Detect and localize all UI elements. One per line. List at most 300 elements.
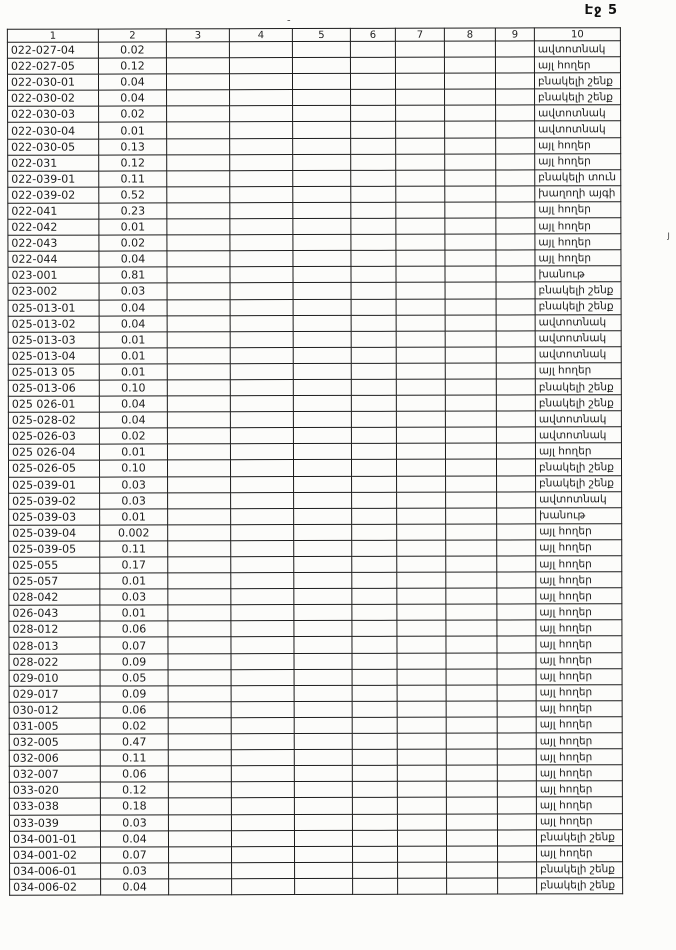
empty-cell <box>351 186 396 202</box>
empty-cell <box>232 846 295 862</box>
empty-cell <box>396 460 445 476</box>
empty-cell <box>496 186 535 202</box>
empty-cell <box>231 476 294 492</box>
table-row <box>8 395 621 413</box>
empty-cell <box>293 170 351 186</box>
empty-cell <box>230 380 293 396</box>
area-cell: 0.07 <box>100 637 168 653</box>
parcel-code-cell: 025-013-02 <box>8 316 99 332</box>
area-cell: 0.23 <box>99 203 167 219</box>
empty-cell <box>497 524 536 540</box>
empty-cell <box>230 138 293 154</box>
empty-cell <box>352 508 397 524</box>
table-row <box>9 684 622 702</box>
parcel-code-cell: 025-039-02 <box>9 493 100 509</box>
empty-cell <box>167 219 230 235</box>
empty-cell <box>293 428 351 444</box>
empty-cell <box>396 218 445 234</box>
parcel-code-cell: 022-030-05 <box>8 139 99 155</box>
empty-cell <box>352 798 397 814</box>
empty-cell <box>293 395 351 411</box>
area-cell: 0.09 <box>100 686 168 702</box>
empty-cell <box>168 492 231 508</box>
empty-cell <box>294 733 352 749</box>
empty-cell <box>293 331 351 347</box>
area-cell: 0.01 <box>99 219 167 235</box>
empty-cell <box>395 41 444 57</box>
land-use-cell: բնակելի շենք <box>536 475 622 491</box>
empty-cell <box>168 508 231 524</box>
table-row <box>10 878 623 896</box>
area-cell: 0.12 <box>100 782 168 798</box>
empty-cell <box>396 138 445 154</box>
table-row <box>8 218 621 236</box>
empty-cell <box>294 556 352 572</box>
empty-cell <box>352 524 397 540</box>
parcel-code-cell: 025-013 05 <box>8 364 99 380</box>
parcel-code-cell: 022-027-05 <box>7 58 98 74</box>
empty-cell <box>293 122 351 138</box>
empty-cell <box>397 701 446 717</box>
empty-cell <box>396 331 445 347</box>
area-cell: 0.06 <box>100 621 168 637</box>
parcel-code-cell: 033-020 <box>9 782 100 798</box>
empty-cell <box>497 813 536 829</box>
empty-cell <box>351 347 396 363</box>
empty-cell <box>230 299 293 315</box>
empty-cell <box>351 460 396 476</box>
table-row <box>9 765 622 783</box>
empty-cell <box>446 685 497 701</box>
parcel-code-cell: 025-039-01 <box>9 477 100 493</box>
area-cell: 0.03 <box>101 863 169 879</box>
land-use-cell: բնակելի շենք <box>537 878 623 894</box>
empty-cell <box>496 298 535 314</box>
empty-cell <box>231 830 294 846</box>
empty-cell <box>397 588 446 604</box>
parcel-code-cell: 026-043 <box>9 605 100 621</box>
empty-cell <box>446 701 497 717</box>
land-use-cell: այլ հողեր <box>536 701 622 717</box>
empty-cell <box>293 315 351 331</box>
empty-cell <box>353 878 398 894</box>
parcel-code-cell: 033-038 <box>9 798 100 814</box>
empty-cell <box>350 57 395 73</box>
empty-cell <box>230 154 293 170</box>
land-use-cell: խաղողի այգի <box>535 186 621 202</box>
empty-cell <box>397 798 446 814</box>
table-row <box>8 234 621 252</box>
empty-cell <box>497 540 536 556</box>
empty-cell <box>293 347 351 363</box>
empty-cell <box>397 830 446 846</box>
empty-cell <box>294 798 352 814</box>
empty-cell <box>497 508 536 524</box>
parcel-code-cell: 025 026-04 <box>8 444 99 460</box>
empty-cell <box>351 283 396 299</box>
empty-cell <box>168 798 231 814</box>
empty-cell <box>231 524 294 540</box>
empty-cell <box>230 122 293 138</box>
empty-cell <box>496 427 535 443</box>
empty-cell <box>445 218 496 234</box>
empty-cell <box>397 749 446 765</box>
parcel-code-cell: 025-013-01 <box>8 300 99 316</box>
land-use-cell: այլ հողեր <box>535 234 621 250</box>
empty-cell <box>445 105 496 121</box>
empty-cell <box>351 379 396 395</box>
table-row <box>9 829 622 847</box>
empty-cell <box>352 476 397 492</box>
parcel-code-cell: 029-010 <box>9 670 100 686</box>
column-header-6: 6 <box>350 28 395 41</box>
parcel-code-cell: 033-039 <box>9 815 100 831</box>
area-cell: 0.03 <box>100 589 168 605</box>
empty-cell <box>352 588 397 604</box>
empty-cell <box>294 605 352 621</box>
empty-cell <box>497 733 536 749</box>
table-row <box>8 202 621 220</box>
empty-cell <box>167 187 230 203</box>
land-use-cell: այլ հողեր <box>537 845 623 861</box>
parcel-code-cell: 025-039-04 <box>9 525 100 541</box>
empty-cell <box>396 395 445 411</box>
land-use-cell: բնակելի շենք <box>535 459 621 475</box>
empty-cell <box>444 73 495 89</box>
empty-cell <box>167 106 230 122</box>
column-header-7: 7 <box>395 28 444 41</box>
area-cell: 0.11 <box>100 541 168 557</box>
empty-cell <box>445 89 496 105</box>
land-use-cell: բնակելի շենք <box>535 282 621 298</box>
empty-cell <box>294 782 352 798</box>
land-use-cell: այլ հողեր <box>536 604 622 620</box>
parcel-code-cell: 028-012 <box>9 621 100 637</box>
empty-cell <box>293 90 351 106</box>
empty-cell <box>294 589 352 605</box>
land-use-cell: բնակելի շենք <box>537 861 623 877</box>
parcel-code-cell: 032-007 <box>9 766 100 782</box>
empty-cell <box>396 250 445 266</box>
empty-cell <box>168 766 231 782</box>
empty-cell <box>447 878 498 894</box>
empty-cell <box>496 105 535 121</box>
stray-scan-mark-right: յ <box>667 230 670 241</box>
land-use-cell: բնակելի շենք <box>535 298 621 314</box>
empty-cell <box>496 250 535 266</box>
area-cell: 0.17 <box>100 557 168 573</box>
table-row <box>9 813 622 831</box>
empty-cell <box>167 348 230 364</box>
empty-cell <box>445 299 496 315</box>
empty-cell <box>167 154 230 170</box>
column-header-1: 1 <box>7 29 98 42</box>
empty-cell <box>446 508 497 524</box>
empty-cell <box>166 74 229 90</box>
area-cell: 0.10 <box>99 380 167 396</box>
empty-cell <box>497 588 536 604</box>
empty-cell <box>168 814 231 830</box>
parcel-code-cell: 022-039-01 <box>8 171 99 187</box>
parcel-code-cell: 025 026-01 <box>8 396 99 412</box>
land-use-cell: այլ հողեր <box>535 250 621 266</box>
empty-cell <box>167 122 230 138</box>
area-cell: 0.81 <box>99 267 167 283</box>
empty-cell <box>294 621 352 637</box>
table-row <box>9 797 622 815</box>
empty-cell <box>446 524 497 540</box>
empty-cell <box>293 460 351 476</box>
land-use-cell: այլ հողեր <box>536 797 622 813</box>
land-use-cell: այլ հողեր <box>536 588 622 604</box>
empty-cell <box>231 750 294 766</box>
empty-cell <box>496 121 535 137</box>
parcel-code-cell: 030-012 <box>9 702 100 718</box>
land-use-cell: այլ հողեր <box>536 556 622 572</box>
empty-cell <box>352 540 397 556</box>
empty-cell <box>351 218 396 234</box>
parcel-code-cell: 022-027-04 <box>7 42 98 58</box>
empty-cell <box>293 299 351 315</box>
empty-cell <box>168 782 231 798</box>
table-row <box>8 346 621 364</box>
parcel-code-cell: 025-026-05 <box>8 461 99 477</box>
table-row <box>8 427 621 445</box>
empty-cell <box>168 718 231 734</box>
parcel-code-cell: 028-042 <box>9 589 100 605</box>
empty-cell <box>167 203 230 219</box>
parcel-code-cell: 025-013-04 <box>8 348 99 364</box>
empty-cell <box>294 830 352 846</box>
empty-cell <box>497 636 536 652</box>
empty-cell <box>294 669 352 685</box>
empty-cell <box>231 734 294 750</box>
empty-cell <box>351 315 396 331</box>
empty-cell <box>396 411 445 427</box>
empty-cell <box>446 588 497 604</box>
empty-cell <box>352 605 397 621</box>
table-row <box>9 781 622 799</box>
empty-cell <box>447 862 498 878</box>
land-use-cell: ավտոտնակ <box>535 121 621 137</box>
land-use-cell: բնակելի շենք <box>536 829 622 845</box>
land-use-cell: այլ հողեր <box>536 781 622 797</box>
empty-cell <box>445 379 496 395</box>
column-header-9: 9 <box>495 28 534 41</box>
area-cell: 0.06 <box>100 702 168 718</box>
empty-cell <box>397 781 446 797</box>
empty-cell <box>497 717 536 733</box>
land-use-cell: այլ հողեր <box>534 57 620 73</box>
empty-cell <box>397 621 446 637</box>
land-use-cell: ավտոտնակ <box>535 105 621 121</box>
empty-cell <box>231 621 294 637</box>
area-cell: 0.09 <box>100 653 168 669</box>
land-use-cell: այլ հողեր <box>536 749 622 765</box>
land-use-cell: այլ հողեր <box>535 363 621 379</box>
empty-cell <box>446 572 497 588</box>
empty-cell <box>445 154 496 170</box>
empty-cell <box>230 315 293 331</box>
empty-cell <box>167 412 230 428</box>
empty-cell <box>292 41 350 57</box>
empty-cell <box>168 621 231 637</box>
empty-cell <box>352 766 397 782</box>
empty-cell <box>167 283 230 299</box>
empty-cell <box>496 89 535 105</box>
empty-cell <box>445 459 496 475</box>
empty-cell <box>168 605 231 621</box>
area-cell: 0.04 <box>100 830 168 846</box>
empty-cell <box>167 315 230 331</box>
table-row <box>9 733 622 751</box>
area-cell: 0.01 <box>99 444 167 460</box>
land-use-cell: այլ հողեր <box>535 218 621 234</box>
empty-cell <box>351 411 396 427</box>
empty-cell <box>351 202 396 218</box>
empty-cell <box>168 750 231 766</box>
parcel-code-cell: 022-043 <box>8 235 99 251</box>
empty-cell <box>352 621 397 637</box>
empty-cell <box>351 363 396 379</box>
empty-cell <box>293 138 351 154</box>
empty-cell <box>497 620 536 636</box>
area-cell: 0.04 <box>99 251 167 267</box>
land-use-cell: այլ հողեր <box>536 636 622 652</box>
parcel-code-cell: 022-030-04 <box>8 123 99 139</box>
empty-cell <box>497 797 536 813</box>
land-use-cell: խանութ <box>535 266 621 282</box>
empty-cell <box>292 57 350 73</box>
land-use-cell: այլ հողեր <box>536 684 622 700</box>
land-use-cell: ավտոտնակ <box>535 411 621 427</box>
parcel-code-cell: 029-017 <box>9 686 100 702</box>
empty-cell <box>397 572 446 588</box>
empty-cell <box>230 412 293 428</box>
area-cell: 0.04 <box>99 412 167 428</box>
empty-cell <box>231 782 294 798</box>
cadastre-table <box>7 27 623 896</box>
empty-cell <box>497 749 536 765</box>
empty-cell <box>445 186 496 202</box>
area-cell: 0.18 <box>100 798 168 814</box>
table-row <box>8 169 621 187</box>
area-cell: 0.06 <box>100 766 168 782</box>
parcel-code-cell: 032-005 <box>9 734 100 750</box>
empty-cell <box>496 137 535 153</box>
empty-cell <box>230 396 293 412</box>
empty-cell <box>231 766 294 782</box>
empty-cell <box>293 202 351 218</box>
empty-cell <box>231 605 294 621</box>
area-cell: 0.07 <box>101 847 169 863</box>
table-row <box>9 636 622 654</box>
parcel-code-cell: 025-013-06 <box>8 380 99 396</box>
empty-cell <box>496 234 535 250</box>
empty-cell <box>294 766 352 782</box>
empty-cell <box>496 411 535 427</box>
empty-cell <box>396 122 445 138</box>
empty-cell <box>231 637 294 653</box>
empty-cell <box>294 814 352 830</box>
empty-cell <box>168 734 231 750</box>
empty-cell <box>495 57 534 73</box>
empty-cell <box>231 492 294 508</box>
area-cell: 0.12 <box>98 58 166 74</box>
empty-cell <box>167 299 230 315</box>
area-cell: 0.01 <box>99 332 167 348</box>
empty-cell <box>446 653 497 669</box>
parcel-code-cell: 025-055 <box>9 557 100 573</box>
parcel-code-cell: 025-013-03 <box>8 332 99 348</box>
empty-cell <box>229 58 292 74</box>
empty-cell <box>396 427 445 443</box>
land-use-cell: այլ հողեր <box>536 620 622 636</box>
empty-cell <box>231 685 294 701</box>
table-row <box>7 73 620 91</box>
area-cell: 0.04 <box>99 299 167 315</box>
empty-cell <box>350 73 395 89</box>
empty-cell <box>167 331 230 347</box>
area-cell: 0.03 <box>100 493 168 509</box>
parcel-code-cell: 022-030-02 <box>8 90 99 106</box>
table-row <box>8 443 621 461</box>
empty-cell <box>446 781 497 797</box>
empty-cell <box>352 782 397 798</box>
parcel-code-cell: 034-006-01 <box>10 863 101 879</box>
area-cell: 0.05 <box>100 670 168 686</box>
empty-cell <box>352 669 397 685</box>
empty-cell <box>398 846 447 862</box>
empty-cell <box>353 846 398 862</box>
land-use-cell: ավտոտնակ <box>535 346 621 362</box>
land-use-cell: այլ հողեր <box>536 524 622 540</box>
area-cell: 0.02 <box>98 42 166 58</box>
empty-cell <box>352 814 397 830</box>
empty-cell <box>396 202 445 218</box>
parcel-code-cell: 025-039-05 <box>9 541 100 557</box>
area-cell: 0.01 <box>100 509 168 525</box>
land-use-cell: այլ հողեր <box>535 137 621 153</box>
area-cell: 0.01 <box>99 364 167 380</box>
empty-cell <box>231 540 294 556</box>
empty-cell <box>396 170 445 186</box>
table-row <box>9 652 622 670</box>
empty-cell <box>495 41 534 57</box>
parcel-code-cell: 022-039-02 <box>8 187 99 203</box>
empty-cell <box>397 524 446 540</box>
empty-cell <box>231 589 294 605</box>
empty-cell <box>294 572 352 588</box>
land-use-cell: այլ հողեր <box>535 443 621 459</box>
empty-cell <box>396 283 445 299</box>
empty-cell <box>168 573 231 589</box>
empty-cell <box>445 331 496 347</box>
empty-cell <box>397 476 446 492</box>
empty-cell <box>294 717 352 733</box>
table-row <box>9 701 622 719</box>
empty-cell <box>445 282 496 298</box>
empty-cell <box>351 122 396 138</box>
empty-cell <box>294 508 352 524</box>
empty-cell <box>351 444 396 460</box>
table-row <box>8 266 621 284</box>
area-cell: 0.01 <box>100 605 168 621</box>
table-row <box>8 314 621 332</box>
table-row <box>9 491 622 509</box>
table-row <box>10 845 623 863</box>
empty-cell <box>167 90 230 106</box>
